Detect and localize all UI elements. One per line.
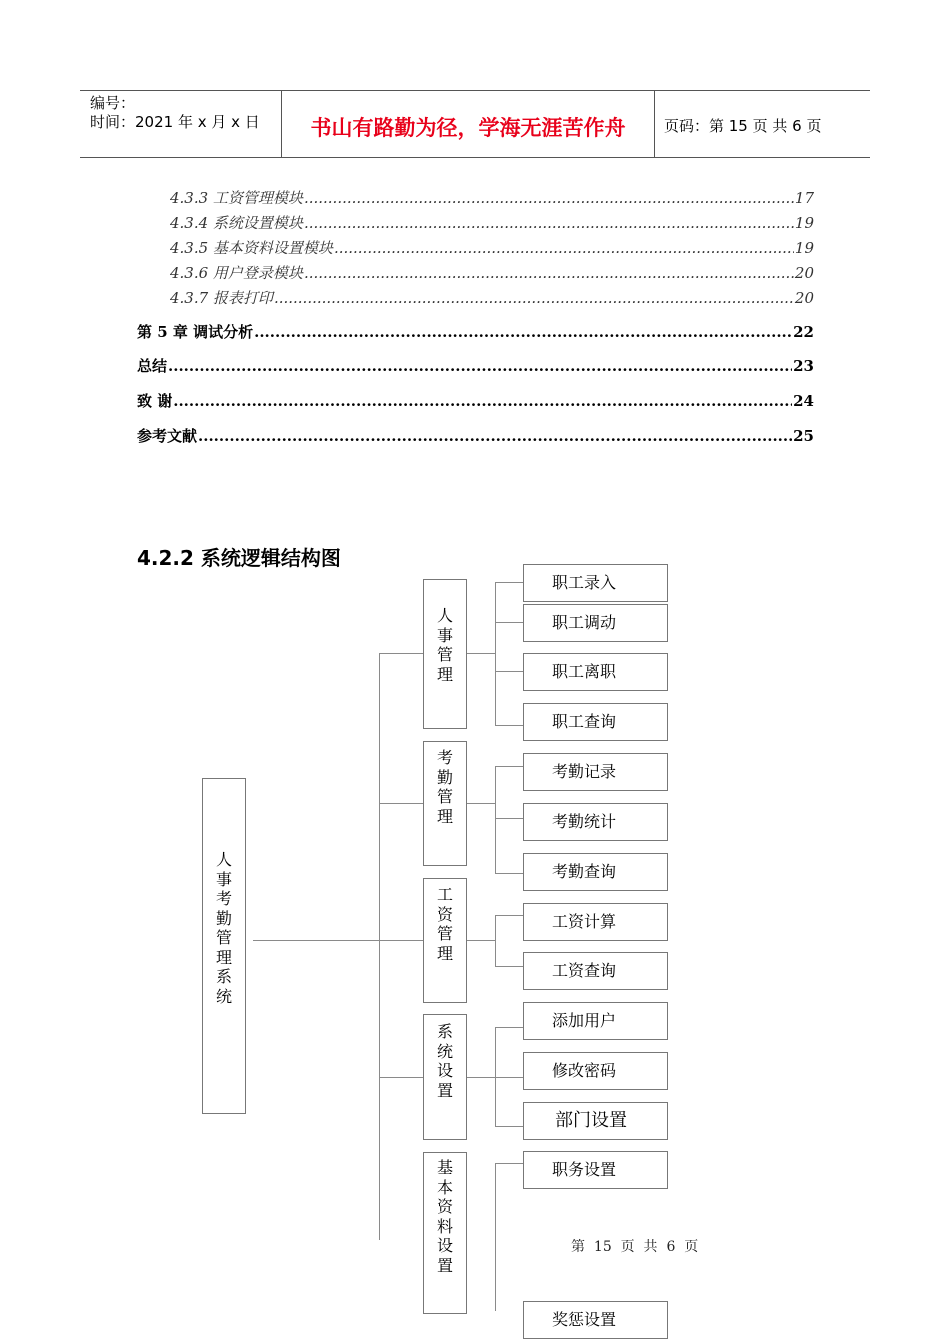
leaf-node: 职工录入 (523, 564, 668, 602)
root-node-label (202, 850, 246, 1006)
connector-line (379, 803, 424, 804)
connector-line (495, 1163, 496, 1311)
toc-item-page: 24 (793, 392, 814, 410)
connector-line (379, 653, 380, 1240)
toc-item-label: 4.3.7 报表打印 (170, 289, 273, 307)
footer-text: 页 (620, 1239, 635, 1255)
connector-line (466, 803, 495, 804)
char: 管 (215, 928, 232, 947)
leaf-node: 职工离职 (523, 653, 668, 691)
toc-item[interactable] (170, 287, 814, 308)
toc-leader (304, 214, 794, 232)
connector-line (495, 582, 496, 726)
char: 工 (436, 885, 453, 904)
connector-line (495, 766, 496, 874)
char: 设 (436, 1061, 453, 1080)
toc-leader (173, 392, 792, 410)
header-motto: 书山有路勤为径，学海无涯苦作舟 (310, 116, 626, 140)
toc-leader (168, 357, 792, 375)
connector-line (495, 671, 523, 672)
toc-item[interactable] (170, 212, 814, 233)
group-node-label (423, 606, 467, 684)
group-node-label (423, 1158, 467, 1275)
char: 人 (215, 850, 232, 869)
group-node-label (423, 1022, 467, 1100)
toc-item-page: 19 (794, 239, 814, 257)
toc-leader (334, 239, 794, 257)
leaf-node: 部门设置 (523, 1102, 668, 1140)
connector-line (495, 622, 523, 623)
char: 置 (436, 1255, 453, 1275)
connector-line (495, 725, 523, 726)
connector-line (466, 653, 495, 654)
toc-item-label: 4.3.5 基本资料设置模块 (170, 239, 333, 257)
group-node-label (423, 885, 467, 963)
connector-line (466, 1077, 495, 1078)
connector-line (495, 915, 523, 916)
leaf-node: 工资计算 (523, 903, 668, 941)
toc-item-label: 致 谢 (137, 392, 173, 410)
section-title: 4.2.2 系统逻辑结构图 (137, 546, 341, 570)
connector-line (379, 1077, 424, 1078)
toc-item-label: 总结 (137, 357, 168, 375)
toc-leader (304, 264, 794, 282)
toc-item-page: 25 (793, 427, 814, 445)
char: 理 (436, 664, 453, 684)
connector-line (495, 818, 523, 819)
char: 理 (436, 943, 453, 963)
toc-item-label: 参考文献 (137, 427, 198, 445)
toc-item[interactable] (137, 390, 814, 411)
connector-line (495, 582, 523, 583)
toc-item[interactable] (170, 237, 814, 258)
toc-item-label: 4.3.6 用户登录模块 (170, 264, 303, 282)
char: 管 (436, 787, 453, 806)
toc-item[interactable] (137, 355, 814, 376)
toc-item-page: 22 (793, 323, 814, 341)
page-footer (571, 1236, 698, 1256)
toc-leader (274, 289, 794, 307)
char: 系 (436, 1022, 453, 1041)
char: 事 (215, 869, 232, 889)
connector-line (379, 940, 424, 941)
header-top-rule (80, 90, 870, 91)
leaf-node: 考勤记录 (523, 753, 668, 791)
char: 勤 (215, 908, 232, 928)
char: 勤 (436, 767, 453, 787)
char: 考 (215, 889, 232, 908)
char: 料 (436, 1216, 453, 1236)
leaf-node: 奖惩设置 (523, 1301, 668, 1339)
char: 资 (436, 904, 453, 924)
leaf-node: 考勤查询 (523, 853, 668, 891)
toc-leader (254, 323, 792, 341)
char: 人 (436, 606, 453, 625)
leaf-node: 职工查询 (523, 703, 668, 741)
connector-line (379, 653, 424, 654)
connector-line (495, 766, 523, 767)
char: 本 (436, 1177, 453, 1197)
connector-line (495, 915, 496, 967)
leaf-node: 职务设置 (523, 1151, 668, 1189)
leaf-node: 添加用户 (523, 1002, 668, 1040)
leaf-node: 职工调动 (523, 604, 668, 642)
toc-item[interactable] (170, 262, 814, 283)
char: 统 (436, 1041, 453, 1061)
toc-leader (304, 189, 794, 207)
char: 考 (436, 748, 453, 767)
connector-line (495, 966, 523, 967)
toc-item-page: 23 (793, 357, 814, 375)
toc-item-label: 4.3.3 工资管理模块 (170, 189, 303, 207)
connector-line (495, 1163, 523, 1164)
toc-item-page: 17 (794, 189, 814, 207)
connector-line (495, 1027, 523, 1028)
header-bottom-rule (80, 157, 870, 158)
header-time-label: 时间：2021 年 x 月 x 日 (90, 113, 260, 131)
footer-text: 第 (571, 1239, 585, 1255)
char: 理 (436, 806, 453, 826)
char: 系 (215, 967, 232, 986)
char: 置 (436, 1080, 453, 1100)
char: 设 (436, 1236, 453, 1255)
char: 理 (215, 947, 232, 967)
char: 管 (436, 924, 453, 943)
char: 统 (215, 986, 232, 1006)
toc-item-label: 第 5 章 调试分析 (137, 323, 254, 341)
toc-item-page: 20 (794, 289, 814, 307)
footer-page-number: 15 (593, 1239, 612, 1255)
header-page-info: 页码：第 15 页 共 6 页 (664, 117, 822, 135)
char: 事 (436, 625, 453, 645)
char: 管 (436, 645, 453, 664)
toc-item-page: 20 (794, 264, 814, 282)
header-divider-right (654, 90, 655, 158)
footer-text: 共 (643, 1239, 658, 1255)
header-number-label: 编号： (90, 94, 136, 112)
footer-total-pages: 6 (666, 1239, 676, 1255)
char: 基 (436, 1158, 453, 1177)
connector-line (495, 1077, 523, 1078)
leaf-node: 工资查询 (523, 952, 668, 990)
connector-line (466, 940, 495, 941)
leaf-node: 修改密码 (523, 1052, 668, 1090)
toc-item[interactable] (170, 187, 814, 208)
group-node-label (423, 748, 467, 826)
connector-line (495, 873, 523, 874)
connector-line (253, 940, 379, 941)
toc-item[interactable] (137, 321, 814, 342)
footer-text: 页 (684, 1239, 699, 1255)
toc-leader (198, 427, 792, 445)
leaf-node: 考勤统计 (523, 803, 668, 841)
toc-item-label: 4.3.4 系统设置模块 (170, 214, 303, 232)
connector-line (495, 1126, 523, 1127)
toc-item-page: 19 (794, 214, 814, 232)
char: 资 (436, 1197, 453, 1216)
toc-item[interactable] (137, 425, 814, 446)
